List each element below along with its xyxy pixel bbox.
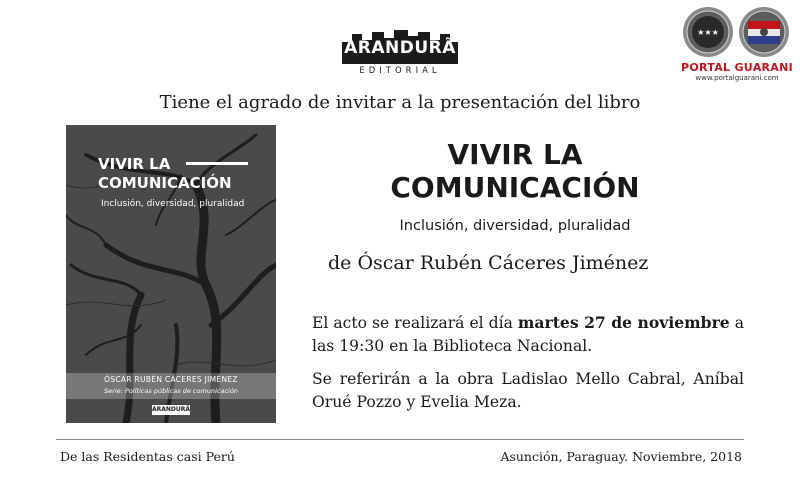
book-cover bbox=[66, 125, 276, 423]
footer-right: Asunción, Paraguay. Noviembre, 2018 bbox=[500, 449, 742, 464]
footer-divider bbox=[56, 439, 744, 440]
book-author: de Óscar Rubén Cáceres Jiménez bbox=[328, 252, 649, 274]
book-title-line2: COMUNICACIÓN bbox=[390, 171, 640, 204]
event-date: martes 27 de noviembre bbox=[517, 313, 730, 332]
cover-series: Serie: Políticas públicas de comunicación bbox=[104, 387, 238, 395]
cover-title-line2: COMUNICACIÓN bbox=[98, 174, 232, 192]
book-subtitle: Inclusión, diversidad, pluralidad bbox=[399, 218, 631, 234]
portal-name: PORTAL GUARANI bbox=[680, 61, 793, 74]
event-text-b: a las 19:30 en la Biblioteca Nacional. bbox=[312, 314, 745, 355]
cover-title-line1: VIVIR LA bbox=[98, 155, 171, 173]
footer-left: De las Residentas casi Perú bbox=[60, 449, 235, 464]
portal-url: www.portalguarani.com bbox=[695, 74, 779, 82]
event-speakers: Se referirán a la obra Ladislao Mello Cabral, Aníbal Orué Pozzo y Evelia Meza. bbox=[312, 370, 744, 411]
seal-icon bbox=[682, 6, 734, 58]
book-title-line1: VIVIR LA bbox=[447, 138, 583, 171]
publisher-subtitle: EDITORIAL bbox=[359, 66, 441, 76]
cover-title bbox=[98, 155, 232, 193]
svg-text:★★★: ★★★ bbox=[697, 28, 719, 37]
cover-subtitle: Inclusión, diversidad, pluralidad bbox=[101, 199, 245, 209]
book-title bbox=[330, 138, 700, 204]
invitation-line: Tiene el agrado de invitar a la presentación del libro bbox=[159, 92, 641, 113]
event-details bbox=[312, 311, 744, 358]
cover-publisher-logo: ARANDURÃ bbox=[152, 406, 191, 413]
publisher-logo bbox=[338, 28, 462, 78]
event-text-a: El acto se realizará el día bbox=[312, 314, 518, 332]
publisher-name: ARANDURÃ bbox=[344, 38, 456, 58]
cover-author: ÓSCAR RUBÉN CÁCERES JIMÉNEZ bbox=[104, 375, 238, 384]
flag-seal-icon bbox=[738, 6, 790, 58]
portal-guarani-logo bbox=[678, 6, 796, 82]
